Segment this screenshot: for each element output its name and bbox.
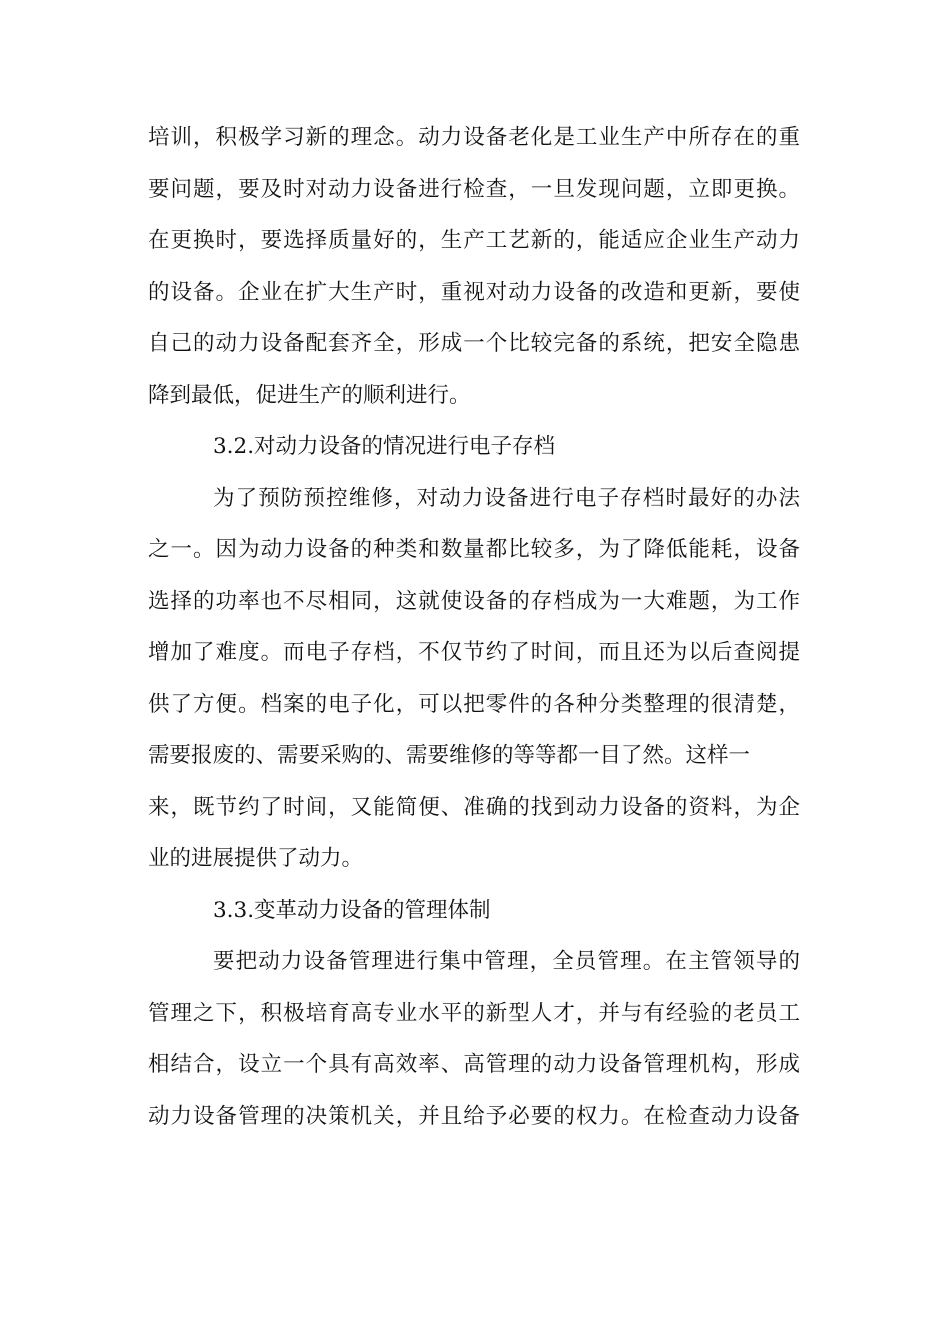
paragraph-line: 之一。因为动力设备的种类和数量都比较多，为了降低能耗，设备 [148,537,800,562]
paragraph-line: 供了方便。档案的电子化，可以把零件的各种分类整理的很清楚， [148,691,800,717]
section-heading: 3.3.变革动力设备的管理体制 [213,897,491,923]
paragraph-line: 动力设备管理的决策机关，并且给予必要的权力。在检查动力设备 [148,1103,800,1129]
paragraph-line: 相结合，设立一个具有高效率、高管理的动力设备管理机构，形成 [148,1052,800,1077]
paragraph-line: 要问题，要及时对动力设备进行检查，一旦发现问题，立即更换。 [148,176,800,202]
paragraph-line: 要把动力设备管理进行集中管理，全员管理。在主管领导的 [213,949,800,974]
paragraph-line: 增加了难度。而电子存档，不仅节约了时间，而且还为以后查阅提 [148,640,800,665]
paragraph-line: 选择的功率也不尽相同，这就使设备的存档成为一大难题，为工作 [148,588,800,614]
paragraph-line: 业的进展提供了动力。 [148,846,364,871]
document-body [148,112,800,1142]
paragraph-line: 管理之下，积极培育高专业水平的新型人才，并与有经验的老员工 [148,1000,800,1026]
section-heading: 3.2.对动力设备的情况进行电子存档 [213,434,556,459]
paragraph-line: 培训，积极学习新的理念。动力设备老化是工业生产中所存在的重 [148,125,800,150]
paragraph-line: 需要报废的、需要采购的、需要维修的等等都一目了然。这样一 [148,743,751,768]
paragraph-line: 在更换时，要选择质量好的，生产工艺新的，能适应企业生产动力 [148,228,800,253]
paragraph-line: 为了预防预控维修，对动力设备进行电子存档时最好的办法 [213,485,800,511]
paragraph-line: 来，既节约了时间，又能简便、准确的找到动力设备的资料，为企 [148,794,800,820]
paragraph-line: 的设备。企业在扩大生产时，重视对动力设备的改造和更新，要使 [148,279,800,305]
paragraph-line: 降到最低，促进生产的顺利进行。 [148,382,471,408]
paragraph-line: 自己的动力设备配套齐全，形成一个比较完备的系统，把安全隐患 [148,331,800,356]
